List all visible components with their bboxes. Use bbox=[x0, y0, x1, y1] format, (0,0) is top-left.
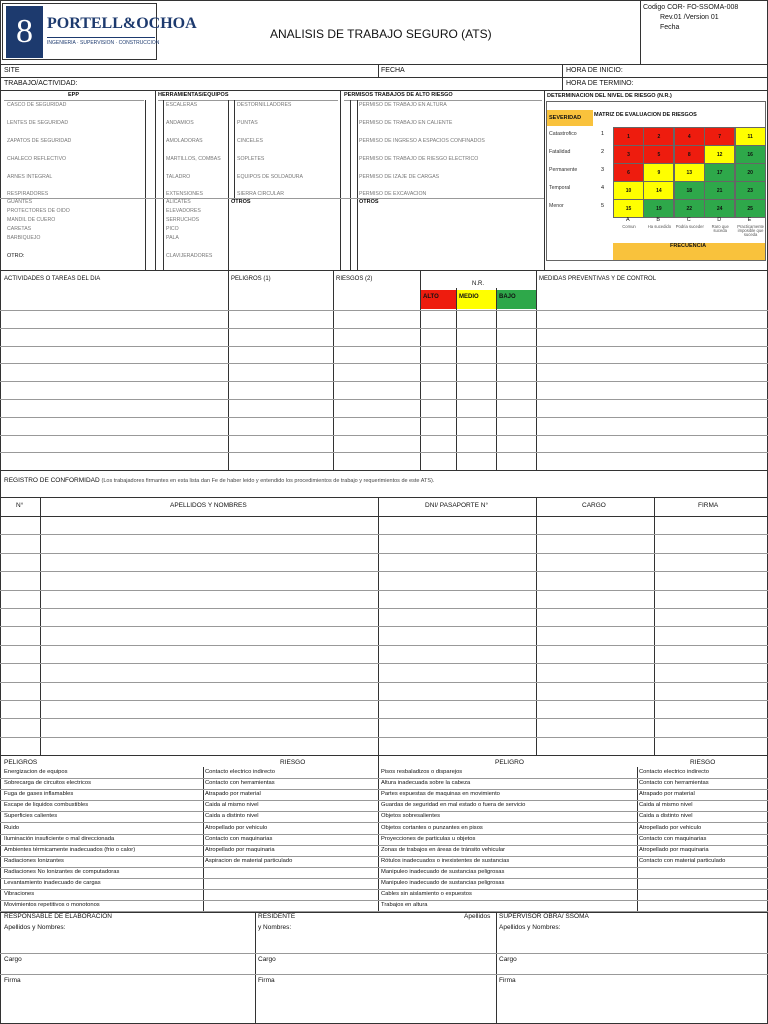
peligro-heading: PELIGRO bbox=[495, 759, 524, 766]
peligro-item: Vibraciones bbox=[4, 891, 35, 898]
frequency-desc: Practicamente imposible que suceda bbox=[737, 224, 764, 238]
frequency-desc: Ha sucedido bbox=[647, 224, 672, 229]
frequency-desc: Comun bbox=[622, 224, 636, 229]
logo-underline bbox=[47, 37, 155, 38]
site-label: SITE bbox=[4, 67, 20, 74]
severity-row-label: Catastrofico bbox=[549, 131, 577, 137]
permit-item: PERMISO DE INGRESO A ESPACIOS CONFINADOS bbox=[359, 138, 485, 144]
risk-cell: 17 bbox=[704, 163, 735, 182]
herramientas-heading: HERRAMIENTAS/EQUIPOS bbox=[158, 92, 229, 98]
apellidos-short-label: Apellidos bbox=[464, 913, 491, 920]
epp-item: ARNES INTEGRAL bbox=[7, 174, 53, 180]
epp-item: RESPIRADORES bbox=[7, 191, 49, 197]
severity-row-number: 2 bbox=[601, 149, 605, 155]
permits-otros: OTROS bbox=[359, 199, 379, 205]
fecha-label: FECHA bbox=[381, 67, 405, 74]
activity-row-line bbox=[0, 381, 768, 382]
col-n: N° bbox=[16, 502, 24, 509]
peligro-item: Trabajos en altura bbox=[381, 902, 428, 909]
activity-row-line bbox=[0, 363, 768, 364]
risk-cell: 18 bbox=[674, 181, 705, 200]
tool-item: ESCALERAS bbox=[166, 102, 198, 108]
risk-cell: 20 bbox=[735, 163, 766, 182]
registro-row-line bbox=[0, 553, 768, 554]
tool-item: AMOLADORAS bbox=[166, 138, 203, 144]
epp-item: ZAPATOS DE SEGURIDAD bbox=[7, 138, 72, 144]
peligro-item: Partes expuestas de maquinas en movimiento bbox=[381, 791, 500, 798]
riesgo-item: Contacto electrico indirecto bbox=[639, 769, 709, 775]
tool-item: EXTENSIONES bbox=[166, 191, 203, 197]
tool-item: CINCELES bbox=[237, 138, 263, 144]
registro-row-line bbox=[0, 534, 768, 535]
tool-item: PUNTAS bbox=[237, 120, 258, 126]
col-peligros: PELIGROS (1) bbox=[231, 276, 271, 282]
activity-row-line bbox=[0, 417, 768, 418]
risk-cell: 3 bbox=[613, 145, 644, 164]
tool-item: TALADRO bbox=[166, 174, 191, 180]
activity-row-line bbox=[0, 346, 768, 347]
peligro-item: Radiaciones Ionizantes bbox=[4, 857, 64, 864]
risk-cell: 23 bbox=[735, 181, 766, 200]
risk-cell: 25 bbox=[735, 199, 766, 218]
peligro-item: Objetos cortantes o punzantes en pisos bbox=[381, 824, 483, 831]
tool-item: ELEVADORES bbox=[166, 208, 201, 214]
peligros-row-line bbox=[0, 856, 768, 857]
document-revision: Rev.01 /Version 01 bbox=[660, 14, 719, 21]
epp-item: CHALECO REFLECTIVO bbox=[7, 156, 67, 162]
col-cargo: CARGO bbox=[582, 502, 606, 509]
risk-cell: 22 bbox=[674, 199, 705, 218]
risk-cell: 12 bbox=[704, 145, 735, 164]
y-nombres-label: y Nombres: bbox=[258, 924, 292, 931]
registro-row-line bbox=[0, 645, 768, 646]
frequency-letter: A bbox=[626, 217, 630, 223]
registro-title: REGISTRO DE CONFORMIDAD (Los trabajadores firmantes en esta lista dan Fe de haber leido y entendido los procedimientos de trabajo y requerimientos de este ATS). bbox=[4, 477, 435, 484]
logo-subtitle: INGENIERIA · SUPERVISION · CONSTRUCCION bbox=[47, 40, 160, 46]
riesgo-item: Atrapado por material bbox=[639, 791, 695, 798]
risk-cell: 2 bbox=[643, 127, 674, 146]
riesgo-item: Caida al mismo nivel bbox=[639, 802, 693, 809]
peligro-item: Proyecciones de particulas u objetos bbox=[381, 835, 476, 842]
riesgo-item: Contacto con herramientas bbox=[639, 780, 709, 787]
peligro-item: Fuga de gases inflamables bbox=[4, 791, 74, 798]
peligro-item: Cables sin aislamiento o expuestos bbox=[381, 891, 472, 898]
peligro-item: Manipuleo inadecuado de sustancias peligrosas bbox=[381, 880, 505, 886]
severidad-label: SEVERIDAD bbox=[549, 115, 582, 121]
peligro-item: Energizacion de equipos bbox=[4, 769, 68, 775]
risk-cell: 24 bbox=[704, 199, 735, 218]
peligro-item: Pisos resbaladizos o disparejos bbox=[381, 769, 463, 775]
frecuencia-label: FRECUENCIA bbox=[670, 243, 707, 249]
frequency-letter: C bbox=[686, 217, 691, 223]
severity-row-number: 5 bbox=[601, 203, 605, 209]
supervisor-label: SUPERVISOR OBRA/ SSOMA bbox=[499, 913, 589, 920]
peligros-row-line bbox=[0, 878, 768, 879]
peligro-item: Rótulos inadecuados o inexistentes de sustancias bbox=[381, 857, 510, 864]
peligro-item: Superficies calientes bbox=[4, 813, 58, 820]
risk-cell: 11 bbox=[735, 127, 766, 146]
peligro-item: Guardas de seguridad en mal estado o fuera de servicio bbox=[381, 802, 526, 809]
risk-cell: 9 bbox=[643, 163, 674, 182]
frequency-letter: B bbox=[656, 217, 661, 223]
peligro-item: Manipuleo inadecuado de sustancias peligrosas bbox=[381, 868, 505, 875]
col-riesgos: RIESGOS (2) bbox=[336, 276, 373, 282]
epp-item: PROTECTORES DE OIDO bbox=[7, 208, 70, 214]
frequency-desc: Raro que suceda bbox=[711, 224, 729, 234]
permisos-heading: PERMISOS TRABAJOS DE ALTO RIESGO bbox=[344, 92, 453, 98]
riesgo-item: Contacto con maquinarias bbox=[205, 835, 273, 842]
risk-cell: 4 bbox=[674, 127, 705, 146]
col-firma: FIRMA bbox=[698, 502, 719, 509]
trabajo-label: TRABAJO/ACTIVIDAD: bbox=[4, 80, 78, 87]
epp-heading: EPP bbox=[68, 92, 80, 98]
permit-item: PERMISO DE TRABAJO EN CALIENTE bbox=[359, 120, 453, 126]
riesgo-item: Atrapado por material bbox=[205, 791, 261, 798]
hora-inicio-label: HORA DE INICIO: bbox=[566, 67, 623, 74]
epp-item: CASCO DE SEGURIDAD bbox=[7, 102, 67, 108]
peligro-item: Objetos sobresalientes bbox=[381, 813, 440, 820]
riesgo-item: Atropellado por vehiculo bbox=[639, 824, 702, 831]
risk-cell: 5 bbox=[643, 145, 674, 164]
firma-label-3: Firma bbox=[499, 977, 516, 984]
peligro-item: Sobrecarga de circuitos electricos bbox=[4, 780, 91, 787]
tool-item: DESTORNILLADORES bbox=[237, 102, 292, 108]
tool-item: ANDAMIOS bbox=[166, 120, 194, 126]
epp-otro: OTRO: bbox=[7, 253, 25, 259]
tool-item: SIERRA CIRCULAR bbox=[237, 191, 284, 197]
tool-item: SERRUCHOS bbox=[166, 217, 200, 223]
registro-row-line bbox=[0, 608, 768, 609]
riesgo-item: Contacto con herramientas bbox=[205, 780, 275, 787]
col-nombres: APELLIDOS Y NOMBRES bbox=[170, 502, 247, 509]
peligros-row-line bbox=[0, 778, 768, 779]
col-nr: N.R. bbox=[472, 281, 484, 287]
riesgo-item: Atropellado por vehiculo bbox=[205, 824, 268, 831]
col-dni: DNI/ PASAPORTE N° bbox=[425, 502, 489, 509]
peligro-item: Iluminación insuficiente o mal direccionada bbox=[4, 835, 115, 842]
riesgo-item: Caida al mismo nivel bbox=[205, 802, 259, 809]
cargo-label-3: Cargo bbox=[499, 956, 517, 963]
hora-termino-label: HORA DE TERMINO: bbox=[566, 80, 634, 87]
registro-row-line bbox=[0, 737, 768, 738]
risk-cell: 14 bbox=[643, 181, 674, 200]
tool-item: EQUIPOS DE SOLDADURA bbox=[237, 174, 304, 180]
severity-row-number: 3 bbox=[601, 167, 605, 173]
peligro-item: Ambientes térmicamente inadecuados (frio o calor) bbox=[4, 846, 136, 853]
registro-row-line bbox=[0, 626, 768, 627]
severity-row-number: 4 bbox=[601, 185, 605, 191]
riesgo-item: Caida a distinto nivel bbox=[639, 813, 693, 820]
permit-item: PERMISO DE TRABAJO EN ALTURA bbox=[359, 102, 447, 108]
registro-row-line bbox=[0, 571, 768, 572]
epp-item: MANDIL DE CUERO bbox=[7, 217, 56, 223]
epp-item: GUANTES bbox=[7, 199, 33, 205]
cargo-label-1: Cargo bbox=[4, 956, 22, 963]
tool-item: MARTILLOS, COMBAS bbox=[166, 156, 221, 162]
severity-row-label: Menor bbox=[549, 203, 564, 209]
riesgo-heading: RIESGO bbox=[280, 759, 306, 766]
epp-item: BARBIQUEJO bbox=[7, 235, 41, 241]
peligros-row-line bbox=[0, 867, 768, 868]
activity-row-line bbox=[0, 435, 768, 436]
peligros-row-line bbox=[0, 889, 768, 890]
peligros-row-line bbox=[0, 800, 768, 801]
tools-otros: OTROS bbox=[231, 199, 251, 205]
activity-row-line bbox=[0, 328, 768, 329]
peligro-item: Altura inadecuada sobre la cabeza bbox=[381, 780, 471, 787]
risk-cell: 10 bbox=[613, 181, 644, 200]
alto-label: ALTO bbox=[423, 294, 439, 300]
apellidos-label-1: Apellidos y Nombres: bbox=[4, 924, 66, 931]
permit-item: PERMISO DE IZAJE DE CARGAS bbox=[359, 174, 440, 180]
riesgo-item: Contacto con material particulado bbox=[639, 857, 726, 864]
activity-row-line bbox=[0, 452, 768, 453]
epp-item: LENTES DE SEGURIDAD bbox=[7, 120, 69, 126]
col-actividades: ACTIVIDADES O TAREAS DEL DIA bbox=[4, 276, 101, 282]
riesgo-item: Caida a distinto nivel bbox=[205, 813, 259, 820]
cargo-label-2: Cargo bbox=[258, 956, 276, 963]
peligro-item: Escape de liquidos combustibles bbox=[4, 802, 89, 809]
tool-item: ALICATES bbox=[166, 199, 191, 205]
permit-item: PERMISO DE TRABAJO DE RIESGO ELECTRICO bbox=[359, 156, 479, 162]
document-date: Fecha bbox=[660, 24, 680, 31]
riesgo-item: Contacto con maquinarias bbox=[639, 835, 707, 842]
riesgo-item: Atropellado por maquinaria bbox=[639, 846, 709, 853]
risk-cell: 21 bbox=[704, 181, 735, 200]
peligros-row-line bbox=[0, 900, 768, 901]
peligros-row-line bbox=[0, 822, 768, 823]
severity-row-label: Fatalidad bbox=[549, 149, 571, 155]
risk-cell: 19 bbox=[643, 199, 674, 218]
riesgo-item: Contacto electrico indirecto bbox=[205, 769, 275, 775]
firma-label-1: Firma bbox=[4, 977, 21, 984]
risk-cell: 1 bbox=[613, 127, 644, 146]
permit-item: PERMISO DE EXCAVACION bbox=[359, 191, 427, 197]
risk-cell: 15 bbox=[613, 199, 644, 218]
riesgo-item: Aspiracion de material particulado bbox=[205, 857, 293, 864]
logo-text: PORTELL&OCHOA bbox=[47, 15, 197, 32]
peligro-item: Levantamiento inadecuado de cargas bbox=[4, 880, 101, 886]
frequency-letter: D bbox=[717, 217, 722, 223]
risk-cell: 8 bbox=[674, 145, 705, 164]
risk-cell: 7 bbox=[704, 127, 735, 146]
registro-row-line bbox=[0, 700, 768, 701]
apellidos-label-3: Apellidos y Nombres: bbox=[499, 924, 561, 931]
col-medidas: MEDIDAS PREVENTIVAS Y DE CONTROL bbox=[539, 276, 657, 282]
riesgo-item: Atropellado por maquinaria bbox=[205, 846, 275, 853]
registro-row-line bbox=[0, 663, 768, 664]
residente-label: RESIDENTE bbox=[258, 913, 296, 920]
peligro-item: Movimientos repetitivos o monotonos bbox=[4, 902, 100, 909]
frequency-desc: Podria suceder bbox=[675, 224, 704, 229]
responsable-label: RESPONSABLE DE ELABORACION bbox=[4, 913, 113, 920]
tool-item: SOPLETES bbox=[237, 156, 265, 162]
bajo-label: BAJO bbox=[499, 294, 516, 300]
activity-row-line bbox=[0, 310, 768, 311]
severity-row-number: 1 bbox=[601, 131, 605, 137]
peligro-item: Zonas de trabajos en áreas de tránsito vehicular bbox=[381, 846, 506, 853]
company-logo bbox=[2, 3, 197, 60]
peligro-item: Radiaciones No Ionizantes de computadoras bbox=[4, 868, 120, 875]
matrix-heading: DETERMINACION DEL NIVEL DE RIESGO (N.R.) bbox=[547, 93, 672, 99]
activity-row-line bbox=[0, 399, 768, 400]
medio-label: MEDIO bbox=[459, 294, 479, 300]
epp-item: CARETAS bbox=[7, 226, 32, 232]
matrix-title: MATRIZ DE EVALUACION DE RIESGOS bbox=[594, 112, 697, 118]
document-title: ANALISIS DE TRABAJO SEGURO (ATS) bbox=[270, 27, 492, 41]
peligros-row-line bbox=[0, 845, 768, 846]
document-code: Codigo COR- FO-SSOMA-008 bbox=[643, 4, 739, 11]
tool-item: PICO bbox=[166, 226, 179, 232]
frequency-letter: E bbox=[747, 217, 752, 223]
risk-cell: 6 bbox=[613, 163, 644, 182]
peligros-row-line bbox=[0, 811, 768, 812]
peligro-item: Ruido bbox=[4, 824, 20, 831]
registro-row-line bbox=[0, 718, 768, 719]
tool-item: CLAVIJERADORES bbox=[166, 253, 213, 259]
risk-cell: 16 bbox=[735, 145, 766, 164]
firma-label-2: Firma bbox=[258, 977, 275, 984]
peligros-row-line bbox=[0, 789, 768, 790]
risk-cell: 13 bbox=[674, 163, 705, 182]
severity-row-label: Permanente bbox=[549, 167, 578, 173]
tool-item: PALA bbox=[166, 235, 179, 241]
peligros-heading: PELIGROS bbox=[4, 759, 38, 766]
logo-mark: 8 bbox=[6, 6, 43, 58]
severity-row-label: Temporal bbox=[549, 185, 571, 191]
registro-row-line bbox=[0, 682, 768, 683]
registro-row-line bbox=[0, 590, 768, 591]
peligros-row-line bbox=[0, 834, 768, 835]
riesgo2-heading: RIESGO bbox=[690, 759, 716, 766]
